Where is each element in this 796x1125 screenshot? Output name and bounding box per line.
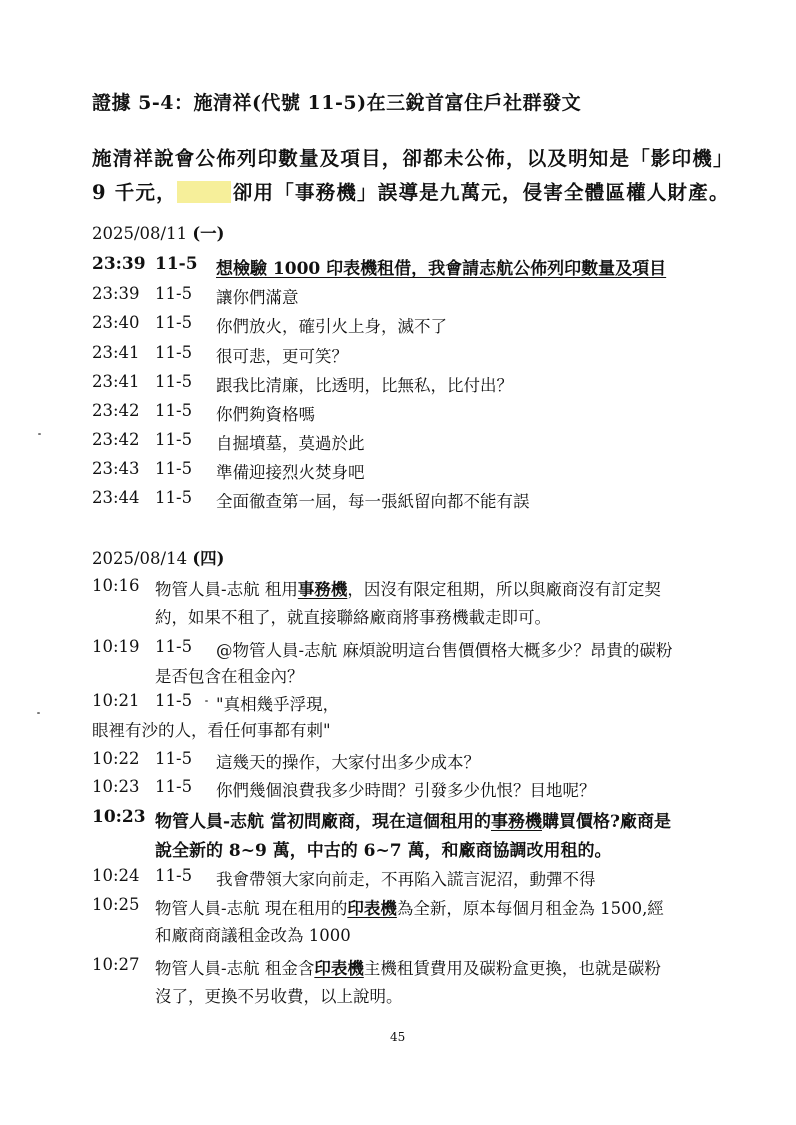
date-heading-0811 (92, 220, 224, 244)
message-text: 想檢驗 1000 印表機租借，我會請志航公佈列印數量及項目 (216, 259, 667, 279)
redaction-mark (177, 181, 231, 203)
scan-speck (37, 712, 40, 714)
message-text: 很可悲，更可笑？ (216, 347, 348, 366)
summary-line-2-end: 卻用「事務機」誤導是九萬元，侵害全體區權人財產。 (232, 181, 730, 204)
message-time: 10:27 (92, 955, 140, 974)
message-text-part: 為全新，原本每個月租金為 1500,經 (396, 899, 664, 918)
message-speaker: 11-5 (155, 343, 193, 362)
message-text-part: 物管人員-志航 當初問廠商，現在這個租用的 (155, 812, 491, 832)
message-text: 你們幾個浪費我多少時間？引發多少仇恨？目地呢？ (216, 781, 596, 800)
message-speaker: 11-5 (155, 637, 193, 656)
message-speaker: 11-5 (155, 691, 193, 710)
message-text (155, 807, 671, 832)
message-time: 23:39 (92, 284, 140, 303)
message-speaker: 11-5 (155, 254, 198, 274)
underlined-term: 事務機 (297, 580, 348, 599)
document-title: 證據 5-4：施清祥(代號 11-5)在三銳首富住戶社群發文 (92, 92, 582, 114)
message-time: 23:43 (92, 459, 140, 478)
scan-speck (205, 700, 208, 702)
message-text: "真相幾乎浮現， (216, 695, 340, 714)
message-time: 23:42 (92, 401, 140, 420)
summary-line-1: 施清祥說會公佈列印數量及項目，卻都未公佈，以及明知是「影印機」 (92, 147, 734, 170)
message-speaker: 11-5 (155, 284, 193, 303)
message-speaker: 11-5 (155, 459, 193, 478)
message-speaker: 11-5 (155, 777, 193, 796)
message-time: 23:40 (92, 313, 140, 332)
message-text-part: 物管人員-志航 租用 (155, 580, 298, 599)
message-time: 10:25 (92, 895, 140, 914)
summary-line-2 (92, 177, 730, 205)
underlined-term: 事務機 (490, 812, 542, 832)
message-time: 23:44 (92, 488, 140, 507)
underlined-term: 印表機 (314, 959, 364, 978)
date-heading-0814 (92, 545, 224, 569)
message-text-part: 物管人員-志航 現在租用的 (155, 899, 348, 918)
message-time: 10:21 (92, 691, 140, 710)
message-text: 我會帶領大家向前走，不再陷入謊言泥沼，動彈不得 (216, 870, 596, 889)
message-continuation: 沒了，更換不另收費，以上說明。 (155, 987, 403, 1006)
message-text: 你們夠資格嗎 (216, 405, 315, 424)
message-text: 這幾天的操作，大家付出多少成本？ (216, 753, 480, 772)
message-time: 23:41 (92, 372, 140, 391)
message-text (155, 955, 661, 979)
message-time: 23:41 (92, 343, 140, 362)
message-time: 10:19 (92, 637, 140, 656)
message-text: 準備迎接烈火焚身吧 (216, 463, 365, 482)
message-time: 10:22 (92, 749, 140, 768)
underlined-term: 印表機 (347, 899, 397, 918)
message-text (155, 895, 664, 919)
message-time: 10:24 (92, 866, 140, 885)
message-text-part: 購買價格?廠商是 (541, 812, 671, 832)
message-text (155, 576, 661, 600)
message-continuation: 眼裡有沙的人，看任何事都有刺" (92, 721, 331, 740)
message-continuation: 是否包含在租金內？ (155, 667, 304, 686)
message-text: 讓你們滿意 (216, 288, 299, 307)
message-time: 23:39 (92, 254, 146, 274)
weekday: (一) (192, 224, 225, 243)
date-value: 2025/08/11 (92, 224, 188, 243)
message-time: 10:16 (92, 576, 140, 595)
message-text: 全面徹查第一屆，每一張紙留向都不能有誤 (216, 492, 530, 511)
message-continuation: 說全新的 8~9 萬，中古的 6~7 萬，和廠商協調改用租的。 (155, 841, 612, 861)
message-continuation: 約，如果不租了，就直接聯絡廠商將事務機載走即可。 (155, 608, 551, 627)
message-time: 23:42 (92, 430, 140, 449)
message-text-part: ，因沒有限定租期，所以與廠商沒有訂定契 (347, 580, 661, 599)
message-text: 跟我比清廉，比透明，比無私，比付出？ (216, 376, 513, 395)
message-time: 10:23 (92, 777, 140, 796)
message-text: 自掘墳墓，莫過於此 (216, 434, 365, 453)
message-text: 你們放火，確引火上身，滅不了 (216, 317, 447, 336)
message-speaker: 11-5 (155, 749, 193, 768)
message-speaker: 11-5 (155, 866, 193, 885)
message-continuation: 和廠商商議租金改為 1000 (155, 926, 351, 945)
message-speaker: 11-5 (155, 430, 193, 449)
weekday: (四) (192, 549, 225, 568)
message-speaker: 11-5 (155, 313, 193, 332)
message-speaker: 11-5 (155, 488, 193, 507)
message-text: @物管人員-志航 麻煩說明這台售價價格大概多少？昂貴的碳粉 (216, 641, 673, 660)
message-speaker: 11-5 (155, 401, 193, 420)
message-text-part: 主機租賃費用及碳粉盒更換，也就是碳粉 (363, 959, 661, 978)
page-number: 45 (390, 1030, 406, 1044)
message-time: 10:23 (92, 807, 146, 827)
message-speaker: 11-5 (155, 372, 193, 391)
summary-line-2-start: 9 千元， (92, 181, 177, 204)
scan-speck (38, 433, 41, 435)
date-value: 2025/08/14 (92, 549, 188, 568)
message-text-part: 物管人員-志航 租金含 (155, 959, 315, 978)
